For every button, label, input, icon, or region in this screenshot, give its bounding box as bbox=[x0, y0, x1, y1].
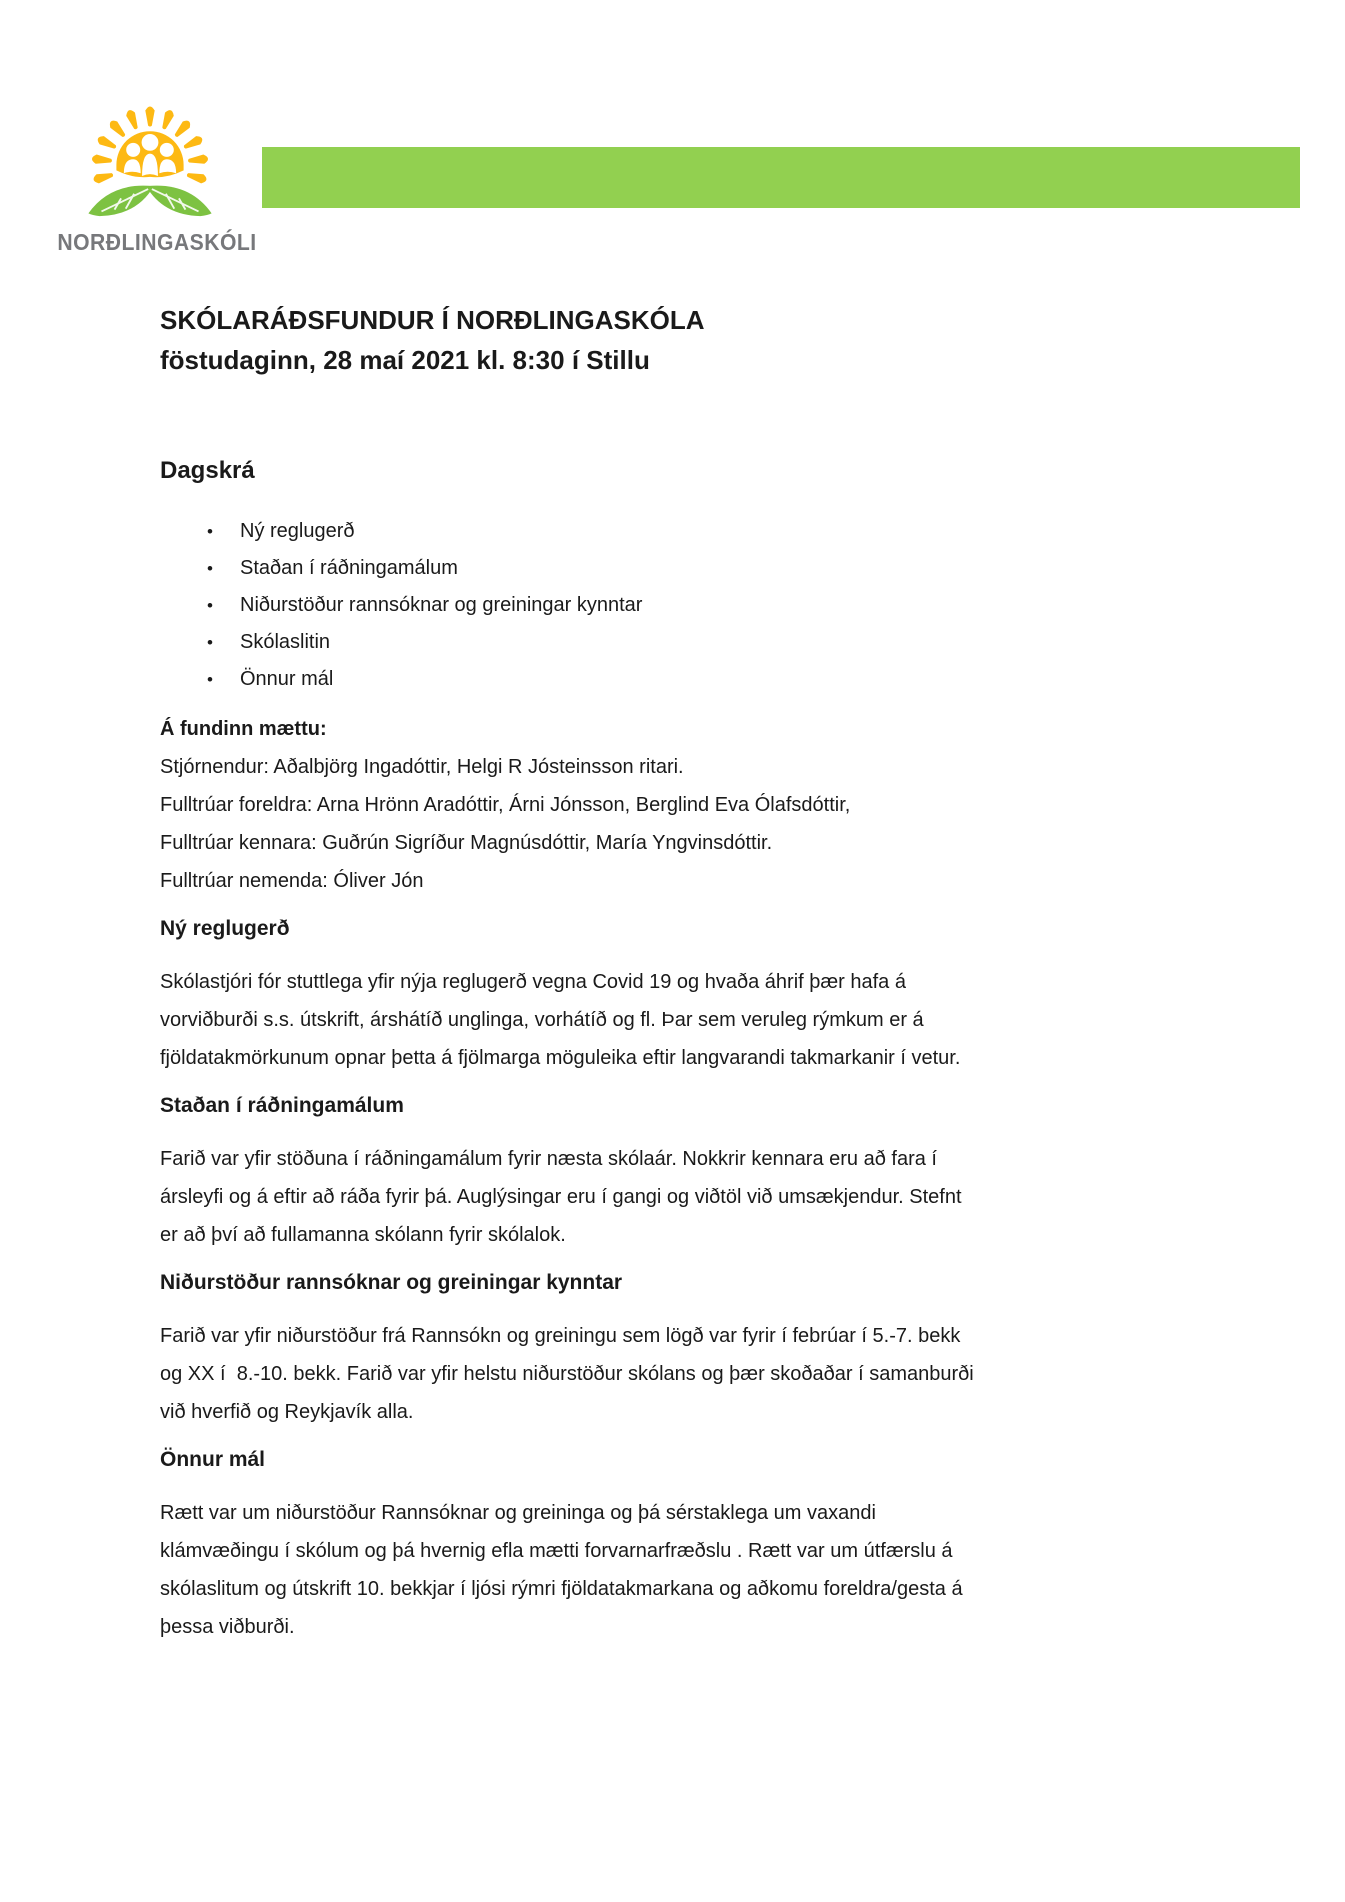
paragraph-line: er að því að fullamanna skólann fyrir skólalok. bbox=[160, 1224, 566, 1246]
logo-wordmark: NORÐLINGASKÓLI bbox=[57, 229, 257, 255]
agenda-item-label: Staðan í ráðningamálum bbox=[240, 557, 458, 579]
attendee-line: Fulltrúar kennara: Guðrún Sigríður Magnúsdóttir, María Yngvinsdóttir. bbox=[160, 832, 773, 854]
section-stadan-i-radningamalum bbox=[160, 1087, 1205, 1254]
section-nidurstodur-rannsoknar bbox=[160, 1264, 1205, 1431]
agenda-item-label: Niðurstöður rannsóknar og greiningar kynntar bbox=[240, 594, 643, 616]
agenda-item-label: Önnur mál bbox=[240, 668, 334, 690]
meeting-datetime: föstudaginn, 28 maí 2021 kl. 8:30 í Stillu bbox=[160, 345, 650, 375]
paragraph-line: þessa viðburði. bbox=[160, 1616, 295, 1638]
paragraph-line: Farið var yfir stöðuna í ráðningamálum fyrir næsta skólaár. Nokkrir kennara eru að fara í bbox=[160, 1148, 937, 1170]
meeting-title: SKÓLARÁÐSFUNDUR Í NORÐLINGASKÓLA bbox=[160, 305, 705, 335]
attendees-heading: Á fundinn mættu: bbox=[160, 718, 327, 740]
section-heading: Ný reglugerð bbox=[160, 917, 290, 940]
paragraph-line: Skólastjóri fór stuttlega yfir nýja reglugerð vegna Covid 19 og hvaða áhrif þær hafa á bbox=[160, 971, 906, 993]
meeting-title-block bbox=[160, 300, 1205, 380]
paragraph-line: Farið var yfir niðurstöður frá Rannsókn og greiningu sem lögð var fyrir í febrúar í 5.-7. bekk bbox=[160, 1325, 961, 1347]
paragraph-line: vorviðburði s.s. útskrift, árshátíð unglinga, vorhátíð og fl. Þar sem veruleg rýmkum er á bbox=[160, 1009, 924, 1031]
bullet-icon: • bbox=[207, 633, 213, 652]
attendees-block bbox=[160, 710, 1205, 900]
document-content bbox=[160, 0, 1205, 1646]
bullet-icon: • bbox=[207, 670, 213, 689]
paragraph-line: Rætt var um niðurstöður Rannsóknar og greininga og þá sérstaklega um vaxandi bbox=[160, 1502, 876, 1524]
section-heading: Staðan í ráðningamálum bbox=[160, 1094, 404, 1117]
bullet-icon: • bbox=[207, 559, 213, 578]
agenda-item bbox=[160, 513, 1205, 550]
paragraph-line: ársleyfi og á eftir að ráða fyrir þá. Auglýsingar eru í gangi og viðtöl við umsækjendur. Stefnt bbox=[160, 1186, 962, 1208]
bullet-icon: • bbox=[207, 522, 213, 541]
section-ny-reglugerd bbox=[160, 910, 1205, 1077]
attendee-line: Fulltrúar nemenda: Óliver Jón bbox=[160, 870, 424, 892]
agenda-list bbox=[160, 513, 1205, 698]
paragraph-line: klámvæðingu í skólum og þá hvernig efla mætti forvarnarfræðslu . Rætt var um útfærslu á bbox=[160, 1540, 953, 1562]
attendee-line: Stjórnendur: Aðalbjörg Ingadóttir, Helgi R Jósteinsson ritari. bbox=[160, 756, 684, 778]
agenda-item-label: Ný reglugerð bbox=[240, 520, 355, 542]
agenda-item bbox=[160, 661, 1205, 698]
agenda-item-label: Skólaslitin bbox=[240, 631, 331, 653]
paragraph-line: við hverfið og Reykjavík alla. bbox=[160, 1401, 414, 1423]
paragraph-line: skólaslitum og útskrift 10. bekkjar í ljósi rýmri fjöldatakmarkana og aðkomu foreldra/gesta á bbox=[160, 1578, 963, 1600]
section-heading: Önnur mál bbox=[160, 1448, 266, 1471]
section-heading: Niðurstöður rannsóknar og greiningar kynntar bbox=[160, 1271, 623, 1294]
paragraph-line: og XX í 8.-10. bekk. Farið var yfir helstu niðurstöður skólans og þær skoðaðar í samanburði bbox=[160, 1363, 974, 1385]
agenda-item bbox=[160, 550, 1205, 587]
attendee-line: Fulltrúar foreldra: Arna Hrönn Aradóttir, Árni Jónsson, Berglind Eva Ólafsdóttir, bbox=[160, 794, 851, 816]
paragraph-line: fjöldatakmörkunum opnar þetta á fjölmarga möguleika eftir langvarandi takmarkanir í vetur. bbox=[160, 1047, 961, 1069]
agenda-item bbox=[160, 587, 1205, 624]
section-onnur-mal bbox=[160, 1441, 1205, 1646]
agenda-item bbox=[160, 624, 1205, 661]
bullet-icon: • bbox=[207, 596, 213, 615]
agenda-heading: Dagskrá bbox=[160, 457, 255, 484]
